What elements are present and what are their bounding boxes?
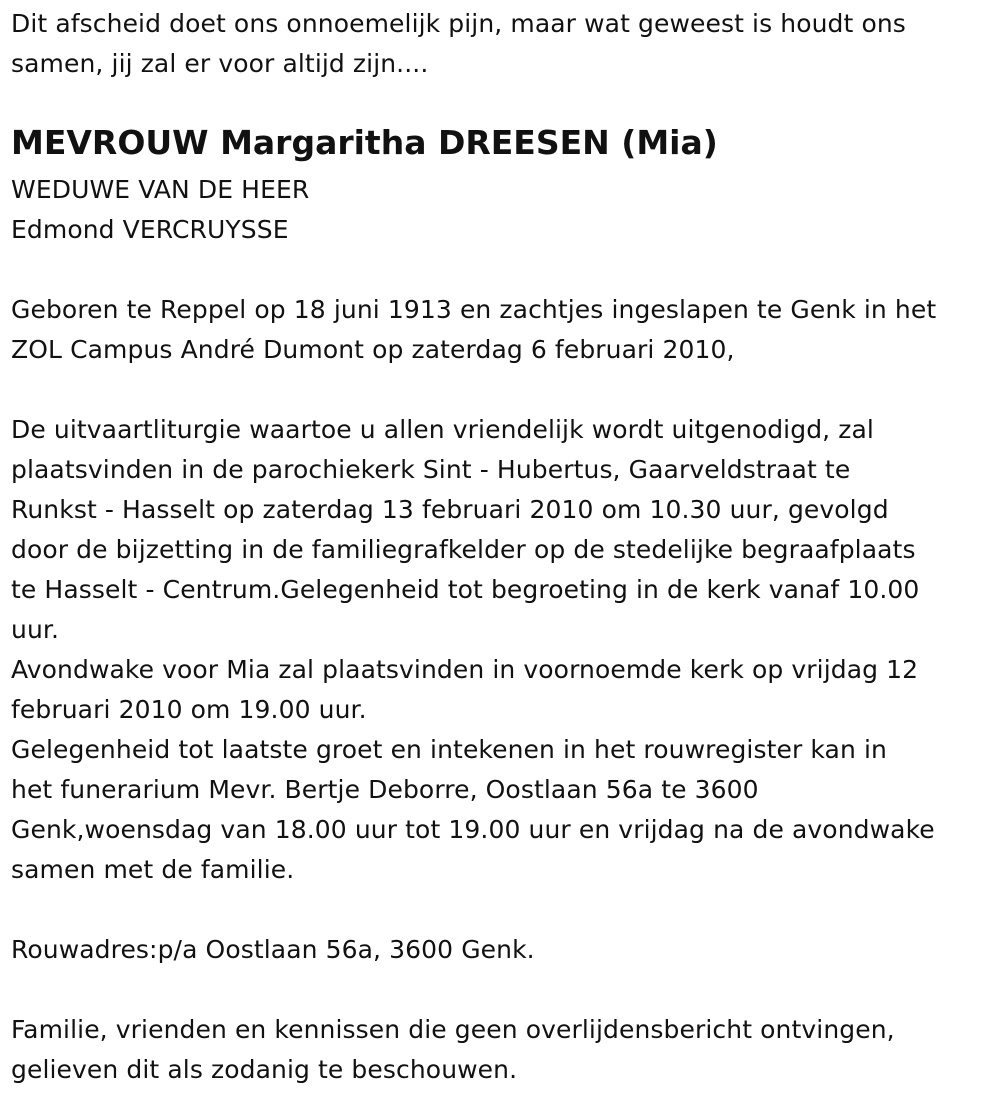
funeral-line: februari 2010 om 19.00 uur. bbox=[11, 695, 367, 724]
intro-line: samen, jij zal er voor altijd zijn.... bbox=[11, 49, 429, 78]
closing-paragraph bbox=[11, 1010, 986, 1090]
mourning-address bbox=[11, 930, 986, 970]
obituary-notice bbox=[11, 4, 986, 1090]
spouse-name-line: Edmond VERCRUYSSE bbox=[11, 215, 289, 244]
funeral-paragraph bbox=[11, 410, 986, 890]
widow-of-line: WEDUWE VAN DE HEER bbox=[11, 175, 310, 204]
closing-line: Familie, vrienden en kennissen die geen overlijdensbericht ontvingen, bbox=[11, 1015, 895, 1044]
funeral-line: uur. bbox=[11, 615, 60, 644]
funeral-line: plaatsvinden in de parochiekerk Sint - Hubertus, Gaarveldstraat te bbox=[11, 455, 851, 484]
funeral-line: samen met de familie. bbox=[11, 855, 295, 884]
deceased-name-heading: MEVROUW Margaritha DREESEN (Mia) bbox=[11, 123, 718, 162]
closing-line: gelieven dit als zodanig te beschouwen. bbox=[11, 1055, 518, 1084]
funeral-line: De uitvaartliturgie waartoe u allen vriendelijk wordt uitgenodigd, zal bbox=[11, 415, 874, 444]
funeral-line: door de bijzetting in de familiegrafkelder op de stedelijke begraafplaats bbox=[11, 535, 916, 564]
intro-line: Dit afscheid doet ons onnoemelijk pijn, maar wat geweest is houdt ons bbox=[11, 9, 906, 38]
funeral-line: Genk,woensdag van 18.00 uur tot 19.00 uur en vrijdag na de avondwake bbox=[11, 815, 935, 844]
birth-line: Geboren te Reppel op 18 juni 1913 en zachtjes ingeslapen te Genk in het bbox=[11, 295, 937, 324]
funeral-line: Avondwake voor Mia zal plaatsvinden in voornoemde kerk op vrijdag 12 bbox=[11, 655, 919, 684]
funeral-line: Runkst - Hasselt op zaterdag 13 februari 2010 om 10.30 uur, gevolgd bbox=[11, 495, 889, 524]
funeral-line: te Hasselt - Centrum.Gelegenheid tot begroeting in de kerk vanaf 10.00 bbox=[11, 575, 920, 604]
spouse-info bbox=[11, 170, 986, 250]
birth-death-paragraph bbox=[11, 290, 986, 370]
paragraph-spacer bbox=[11, 370, 986, 410]
funeral-line: Gelegenheid tot laatste groet en intekenen in het rouwregister kan in bbox=[11, 735, 887, 764]
paragraph-spacer bbox=[11, 250, 986, 290]
birth-line: ZOL Campus André Dumont op zaterdag 6 februari 2010, bbox=[11, 335, 735, 364]
paragraph-spacer bbox=[11, 890, 986, 930]
intro-text bbox=[11, 4, 986, 84]
funeral-line: het funerarium Mevr. Bertje Deborre, Oostlaan 56a te 3600 bbox=[11, 775, 759, 804]
paragraph-spacer bbox=[11, 970, 986, 1010]
address-line: Rouwadres:p/a Oostlaan 56a, 3600 Genk. bbox=[11, 935, 535, 964]
